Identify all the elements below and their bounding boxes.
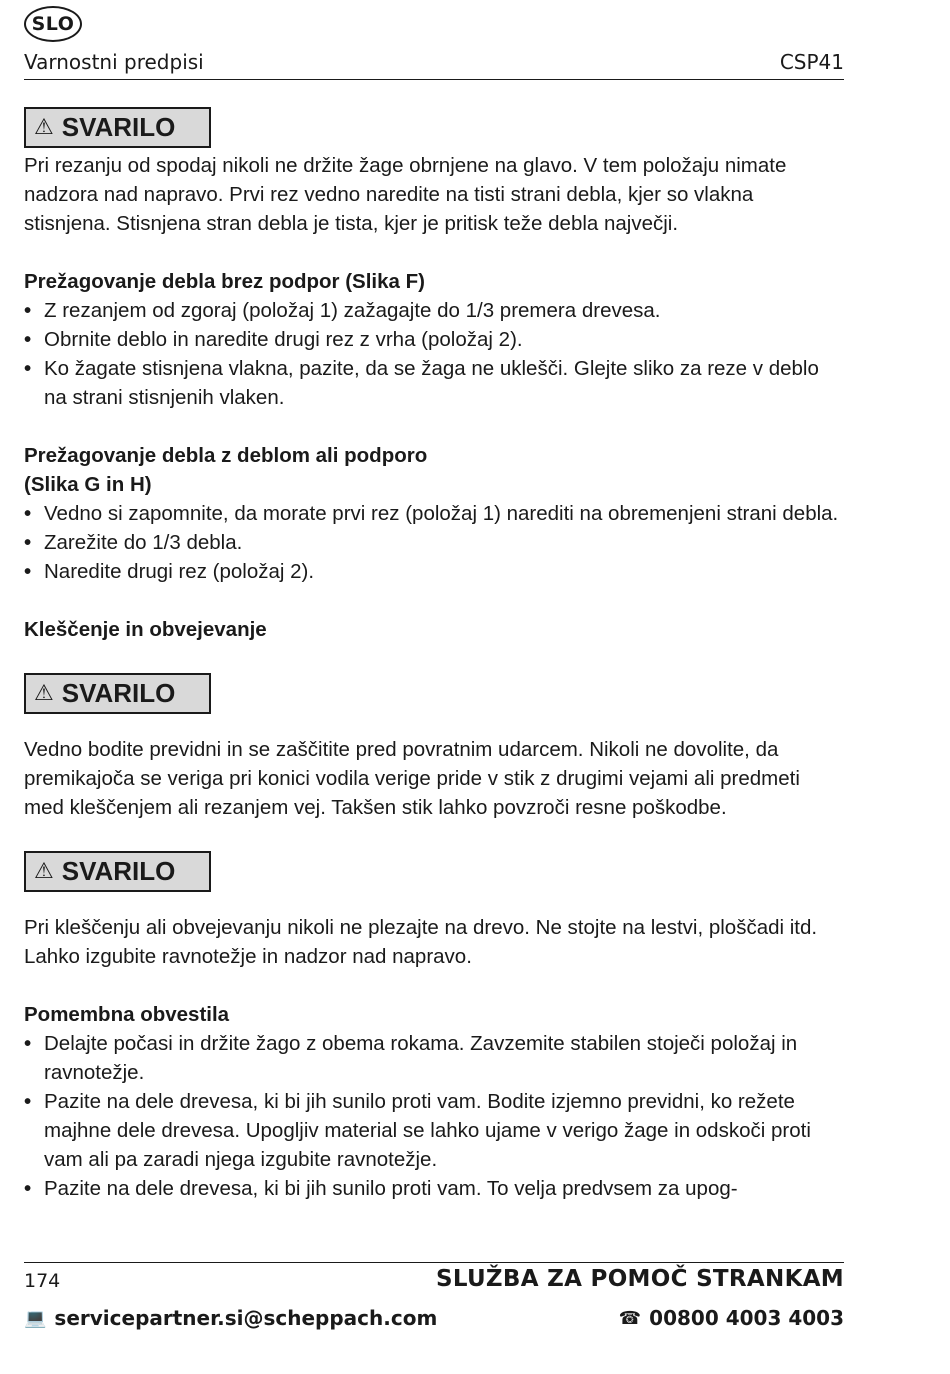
bullet-list	[24, 499, 844, 586]
warning-text: Pri kleščenju ali obvejevanju nikoli ne plezajte na drevo. Ne stojte na lestvi, ploščadi itd. Lahko izgubite ravnotežje in nadzor nad napravo.	[24, 916, 818, 968]
service-title: SLUŽBA ZA POMOČ STRANKAM	[435, 1266, 844, 1292]
phone-text[interactable]: 00800 4003 4003	[649, 1306, 844, 1330]
list-item: • Z rezanjem od zgoraj (položaj 1) zažagajte do 1/3 premera drevesa.	[24, 296, 844, 325]
warning-box	[24, 107, 211, 148]
email-text[interactable]: servicepartner.si@scheppach.com	[54, 1306, 438, 1330]
language-badge: SLO	[24, 6, 82, 42]
section-heading: Kleščenje in obvejevanje	[24, 618, 267, 641]
warning-label: SVARILO	[61, 112, 176, 142]
list-item: • Delajte počasi in držite žago z obema rokama. Zavzemite stabilen stoječi položaj in ravnotežje.	[24, 1029, 844, 1087]
header-divider	[24, 79, 844, 80]
telephone-icon: ☎	[618, 1307, 642, 1329]
section-heading: Prežagovanje debla z deblom ali podporo	[24, 444, 428, 467]
warning-text: Pri rezanju od spodaj nikoli ne držite žage obrnjene na glavo. V tem položaju nimate nadzora nad napravo. Prvi rez vedno naredite na tisti strani debla, kjer so vlakna stisnjena. Stisnjena stran debla je tista, kjer je pritisk teže debla največji.	[24, 154, 787, 235]
bullet-list	[24, 1029, 844, 1203]
page-content	[24, 107, 844, 1203]
footer-divider	[24, 1262, 844, 1263]
warning-triangle-icon: ⚠	[34, 115, 54, 140]
model-name: CSP41	[779, 50, 844, 74]
page-number: 174	[24, 1270, 61, 1292]
list-item: • Pazite na dele drevesa, ki bi jih sunilo proti vam. To velja predvsem za upog-	[24, 1174, 844, 1203]
bullet-list	[24, 296, 844, 412]
contact-email	[24, 1306, 437, 1330]
contact-phone	[619, 1306, 844, 1330]
warning-text: Vedno bodite previdni in se zaščitite pred povratnim udarcem. Nikoli ne dovolite, da premikajoča se veriga pri konici vodila verige pride v stik z drugimi vejami ali predmeti med kleščenjem ali rezanjem vej. Takšen stik lahko povzroči resne poškodbe.	[24, 738, 800, 819]
section-heading-sub: (Slika G in H)	[24, 473, 152, 496]
warning-box	[24, 851, 211, 892]
list-item: • Obrnite deblo in naredite drugi rez z vrha (položaj 2).	[24, 325, 844, 354]
list-item: • Naredite drugi rez (položaj 2).	[24, 557, 844, 586]
list-item: • Zarežite do 1/3 debla.	[24, 528, 844, 557]
warning-triangle-icon: ⚠	[34, 681, 54, 706]
list-item: • Pazite na dele drevesa, ki bi jih sunilo proti vam. Bodite izjemno previdni, ko režete majhne dele drevesa. Upogljiv material se lahko ujame v verigo žage in odskoči proti vam ali pa zaradi njega izgubite ravnotežje.	[24, 1087, 844, 1174]
section-heading: Prežagovanje debla brez podpor (Slika F)	[24, 270, 425, 293]
list-item: • Vedno si zapomnite, da morate prvi rez (položaj 1) narediti na obremenjeni strani debla.	[24, 499, 844, 528]
laptop-icon: 💻	[24, 1307, 47, 1329]
warning-label: SVARILO	[61, 678, 176, 708]
warning-triangle-icon: ⚠	[34, 859, 54, 884]
warning-label: SVARILO	[61, 856, 176, 886]
list-item: • Ko žagate stisnjena vlakna, pazite, da se žaga ne uklešči. Glejte sliko za reze v deblo na strani stisnjenih vlaken.	[24, 354, 844, 412]
warning-box	[24, 673, 211, 714]
section-heading: Pomembna obvestila	[24, 1003, 230, 1026]
section-title: Varnostni predpisi	[24, 50, 204, 74]
